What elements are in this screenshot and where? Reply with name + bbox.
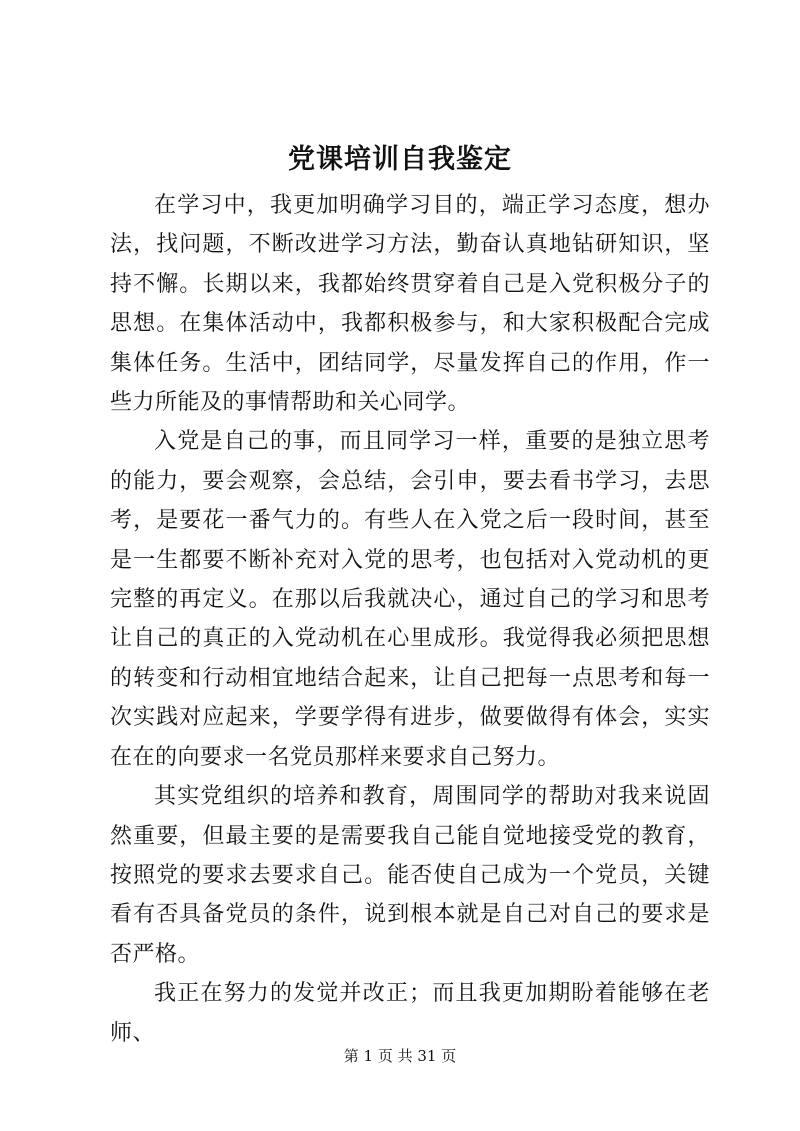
paragraph: 其实党组织的培养和教育，周围同学的帮助对我来说固然重要，但最主要的是需要我自己能自觉地接受党的教育，按照党的要求去要求自己。能否使自己成为一个党员，关键看有否具备党员的条件，说到根本就是自己对自己的要求是否严格。: [110, 784, 710, 967]
paragraph: 在学习中，我更加明确学习目的，端正学习态度，想办法，找问题，不断改进学习方法，勤奋认真地钻研知识，坚持不懈。长期以来，我都始终贯穿着自己是入党积极分子的思想。在集体活动中，我都积极参与，和大家积极配合完成集体任务。生活中，团结同学，尽量发挥自己的作用，作一些力所能及的事情帮助和关心同学。: [110, 193, 710, 416]
paragraph: 我正在努力的发觉并改正；而且我更加期盼着能够在老师、: [110, 981, 710, 1046]
document-title: 党课培训自我鉴定: [288, 144, 512, 175]
page-number-footer: 第 1 页 共 31 页: [343, 1047, 457, 1065]
document-body: [110, 186, 710, 1053]
paragraph: 入党是自己的事，而且同学习一样，重要的是独立思考的能力，要会观察，会总结，会引申，要去看书学习，去思考，是要花一番气力的。有些人在入党之后一段时间，甚至是一生都要不断补充对入党的思考，也包括对入党动机的更完整的再定义。在那以后我就决心，通过自己的学习和思考让自己的真正的入党动机在心里成形。我觉得我必须把思想的转变和行动相宜地结合起来，让自己把每一点思考和每一次实践对应起来，学要学得有进步，做要做得有体会，实实在在的向要求一名党员那样来要求自己努力。: [110, 429, 710, 770]
